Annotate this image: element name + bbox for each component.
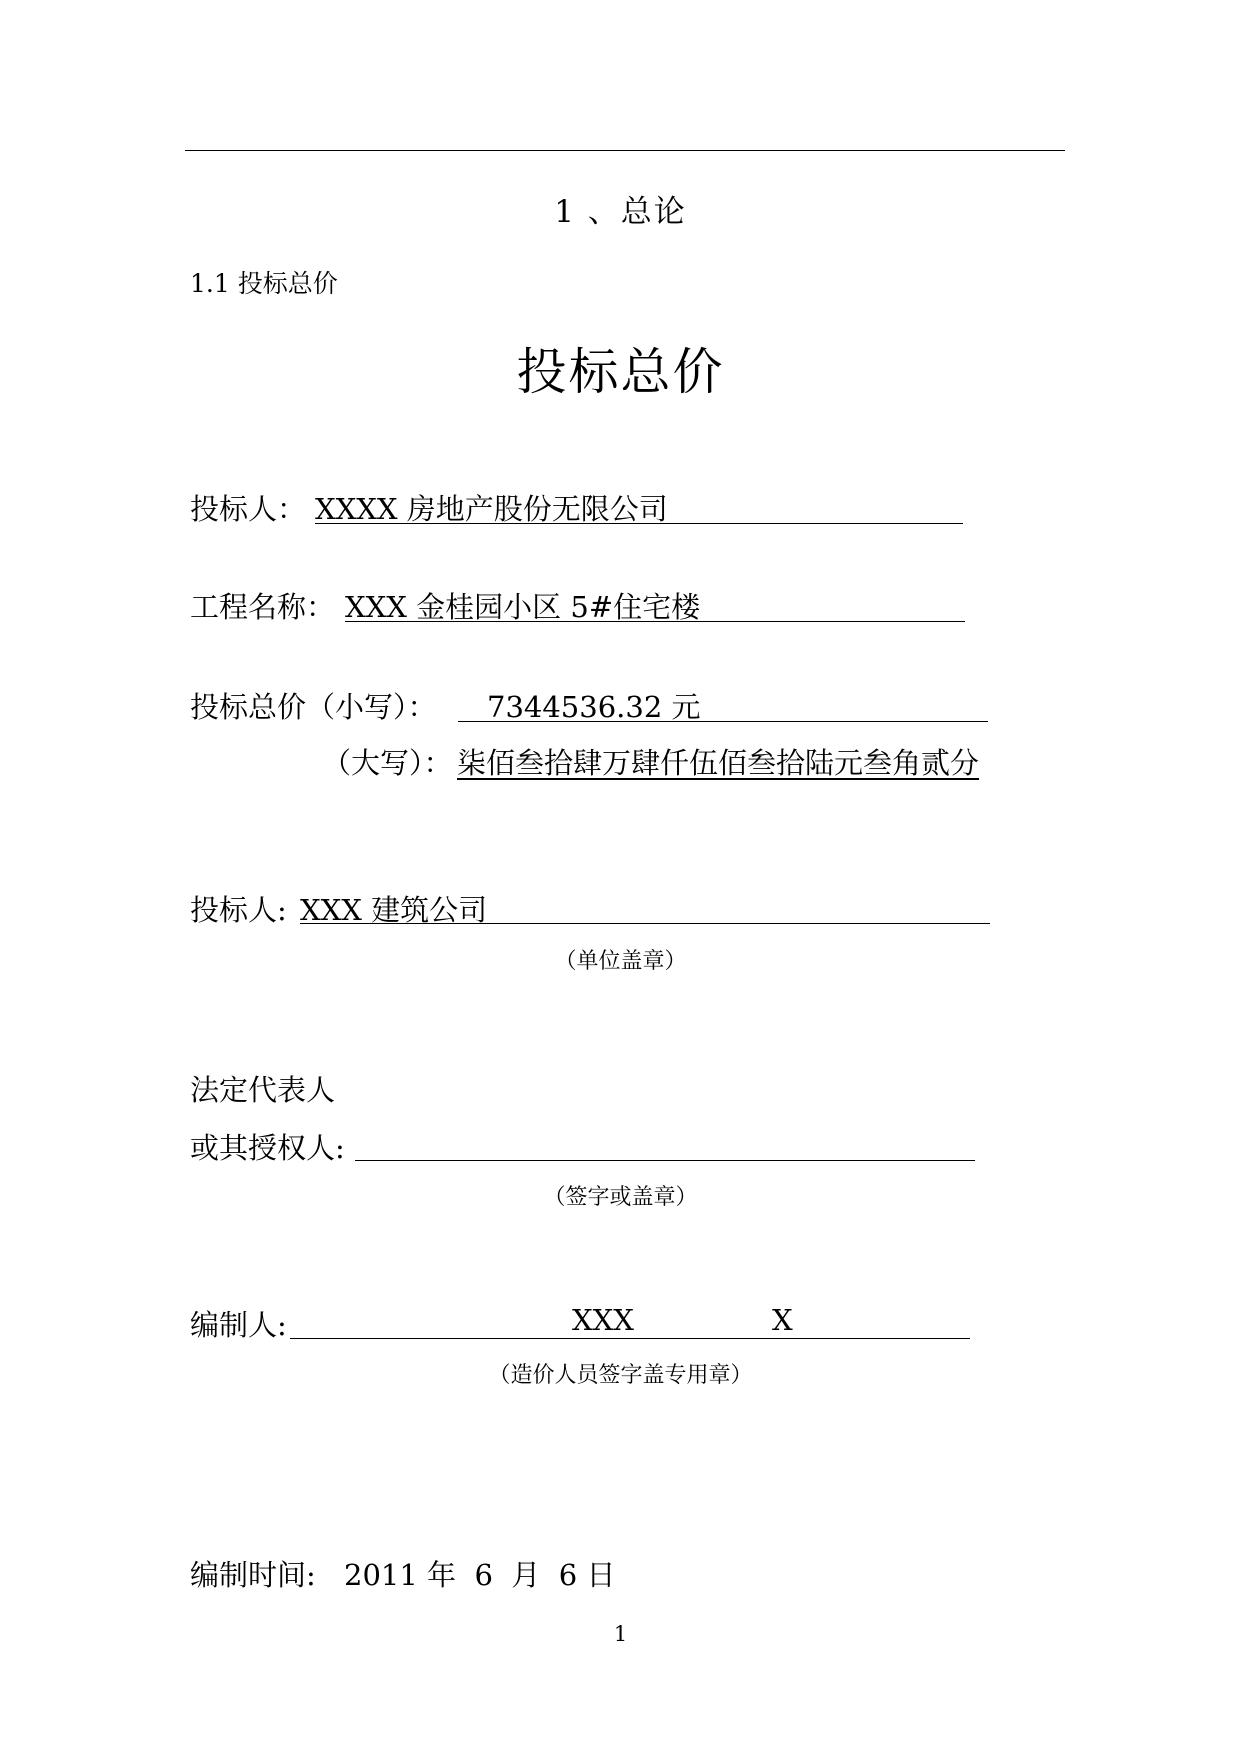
total-small-value: 7344536.32 元 <box>487 690 701 724</box>
compiler-value1: XXX <box>572 1303 634 1337</box>
total-big-label: （大写）： <box>322 746 453 780</box>
chapter-title: 1 、总论 <box>554 194 687 230</box>
bidder-underline <box>315 523 963 524</box>
page-number: 1 <box>613 1622 628 1646</box>
total-big-value: 柒佰叁拾肆万肆仟伍佰叁拾陆元叁角贰分 <box>457 746 980 780</box>
bidder2-underline <box>300 923 990 924</box>
bidder2-label: 投标人: <box>190 893 287 927</box>
compiler-note: （造价人员签字盖专用章） <box>488 1363 753 1388</box>
compiler-label: 编制人: <box>190 1308 287 1342</box>
bidder-label: 投标人： <box>190 492 307 526</box>
project-value: XXX 金桂园小区 5#住宅楼 <box>345 590 701 624</box>
compile-time-value: 2011 年 6 月 6 日 <box>344 1558 616 1592</box>
legal-rep-note: （签字或盖章） <box>543 1185 698 1210</box>
section-title: 1.1 投标总价 <box>190 269 338 298</box>
legal-rep-label-line1: 法定代表人 <box>190 1073 336 1107</box>
total-small-underline <box>458 721 988 722</box>
bidder-value: XXXX 房地产股份无限公司 <box>315 492 668 526</box>
legal-rep-underline <box>355 1160 975 1161</box>
project-underline <box>345 621 965 622</box>
compile-time-label: 编制时间: <box>190 1558 316 1592</box>
compiler-value2: X <box>772 1303 793 1337</box>
bidder2-value: XXX 建筑公司 <box>300 893 488 927</box>
total-small-label: 投标总价（小写）： <box>190 690 437 724</box>
project-label: 工程名称： <box>190 590 336 624</box>
main-title: 投标总价 <box>516 343 725 401</box>
compiler-underline <box>290 1338 970 1339</box>
legal-rep-label-line2: 或其授权人: <box>190 1131 345 1165</box>
bidder2-note: （单位盖章） <box>554 949 687 974</box>
header-rule <box>185 150 1065 151</box>
